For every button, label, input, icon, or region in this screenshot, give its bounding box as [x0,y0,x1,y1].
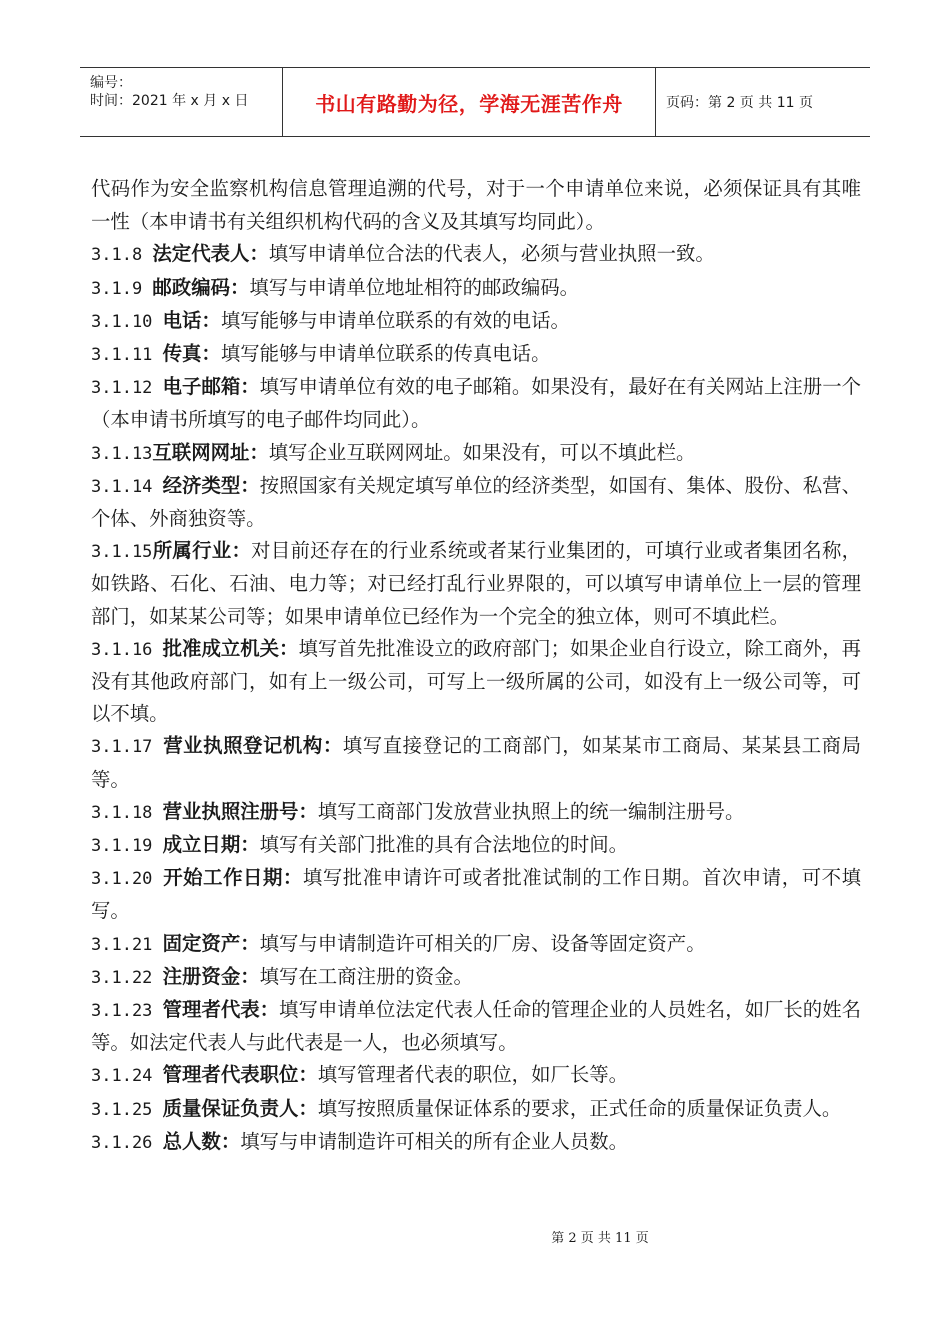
clause-text: 填写首先批准设立的政府部门；如果企业自行设立，除工商外，再没有其他政府部门，如有上一级公司，可写上一级所属的公司，如没有上一级公司等，可以不填。 [91,636,861,726]
clause-text: 按照国家有关规定填写单位的经济类型，如国有、集体、股份、私营、个体、外商独资等。 [91,473,861,531]
clause-number: 3.1.23 [91,1001,163,1022]
clause-term: 管理者代表职位： [162,1063,318,1087]
clause-term: 邮政编码： [152,275,250,299]
clause-text: 填写直接登记的工商部门，如某某市工商局、某某县工商局等。 [91,734,862,791]
clause-text: 填写申请单位有效的电子邮箱。如果没有，最好在有关网站上注册一个（本申请书所填写的电子邮件均同此）。 [91,375,861,432]
paragraph [91,862,861,927]
clause-number: 3.1.12 [91,378,163,399]
clause-text: 填写申请单位法定代表人任命的管理企业的人员姓名，如厂长的姓名等。如法定代表人与此代表是一人，也必须填写。 [91,998,861,1055]
clause-number: 3.1.20 [91,869,164,890]
clause-number: 3.1.16 [91,639,163,660]
clause-number: 3.1.17 [91,737,164,758]
clause-text: 填写企业互联网网址。如果没有，可以不填此栏。 [268,440,696,464]
clause-text: 对目前还存在的行业系统或者某行业集团的，可填行业或者集团名称，如铁路、石化、石油、电力等；对已经打乱行业界限的，可以填写申请单位上一层的管理部门，如某某公司等；如果申请单位已经作为一个完全的独立体，则可不填此栏。 [91,539,862,628]
clause-number: 3.1.13 [91,443,153,464]
clause-term: 管理者代表： [162,998,280,1022]
paragraph [91,173,861,238]
paragraph [91,1093,861,1126]
paragraph [91,238,861,271]
clause-text: 填写与申请制造许可相关的厂房、设备等固定资产。 [259,931,706,955]
clause-text: 填写工商部门发放营业执照上的统一编制注册号。 [317,799,745,823]
paragraph [91,633,861,731]
paragraph [91,829,861,862]
clause-term: 注册资金： [162,964,260,988]
paragraph [91,730,861,795]
clause-number: 3.1.10 [91,311,163,332]
clause-number: 3.1.22 [91,967,163,988]
clause-number: 3.1.24 [91,1066,163,1087]
clause-number: 3.1.19 [91,836,163,857]
paragraph [91,371,861,436]
page-header [80,67,870,137]
clause-term: 电话： [162,308,221,332]
clause-number: 3.1.18 [91,802,163,823]
clause-text: 填写能够与申请单位联系的有效的电话。 [220,308,570,332]
paragraph [91,272,861,305]
clause-number: 3.1.9 [91,278,153,299]
paragraph [91,994,861,1059]
clause-number: 3.1.21 [91,934,163,955]
clause-number: 3.1.25 [91,1099,163,1120]
clause-number: 3.1.11 [91,345,163,366]
page-footer: 第 2 页 共 11 页 [551,1231,649,1246]
header-page-info: 页码：第 2 页 共 11 页 [666,95,813,111]
clause-term: 总人数： [162,1129,241,1153]
clause-term: 质量保证负责人： [162,1096,318,1120]
paragraph [91,961,861,994]
clause-text: 填写有关部门批准的具有合法地位的时间。 [259,833,629,857]
clause-text: 填写能够与申请单位联系的传真电话。 [220,342,551,366]
clause-term: 所属行业： [152,539,252,563]
paragraph [91,796,861,829]
paragraph [91,470,861,535]
header-meta [80,68,283,136]
paragraph [91,1126,861,1159]
clause-term: 成立日期： [162,833,260,857]
clause-term: 互联网网址： [152,440,269,464]
clause-term: 电子邮箱： [162,375,260,399]
paragraph [91,1059,861,1092]
clause-text: 填写批准申请许可或者批准试制的工作日期。首次申请，可不填写。 [91,866,862,923]
clause-text: 填写申请单位合法的代表人，必须与营业执照一致。 [268,242,715,266]
document-body [91,173,861,1159]
clause-term: 固定资产： [162,931,260,955]
serial-label: 编号： [90,75,132,91]
clause-text: 填写与申请单位地址相符的邮政编码。 [249,275,580,299]
date-label: 时间：2021 年 x 月 x 日 [90,93,249,109]
clause-term: 营业执照登记机构： [163,734,343,758]
paragraph [91,338,861,371]
clause-text: 填写与申请制造许可相关的所有企业人员数。 [240,1129,629,1153]
clause-text: 代码作为安全监察机构信息管理追溯的代号，对于一个申请单位来说，必须保证具有其唯一性（本申请书有关组织机构代码的含义及其填写均同此）。 [91,177,861,234]
header-motto: 书山有路勤为径，学海无涯苦作舟 [283,68,656,136]
clause-term: 经济类型： [162,473,260,497]
clause-term: 营业执照注册号： [162,799,318,823]
clause-term: 传真： [162,342,221,366]
clause-text: 填写在工商注册的资金。 [259,964,473,988]
clause-term: 开始工作日期： [163,866,303,890]
clause-text: 填写管理者代表的职位，如厂长等。 [317,1063,629,1087]
paragraph [91,928,861,961]
paragraph [91,535,861,633]
clause-term: 批准成立机关： [162,636,299,660]
clause-number: 3.1.14 [91,476,163,497]
clause-term: 法定代表人： [152,242,269,266]
clause-number: 3.1.8 [91,245,153,266]
paragraph [91,305,861,338]
clause-number: 3.1.15 [91,542,153,563]
paragraph [91,437,861,470]
clause-number: 3.1.26 [91,1132,163,1153]
clause-text: 填写按照质量保证体系的要求，正式任命的质量保证负责人。 [317,1096,842,1120]
